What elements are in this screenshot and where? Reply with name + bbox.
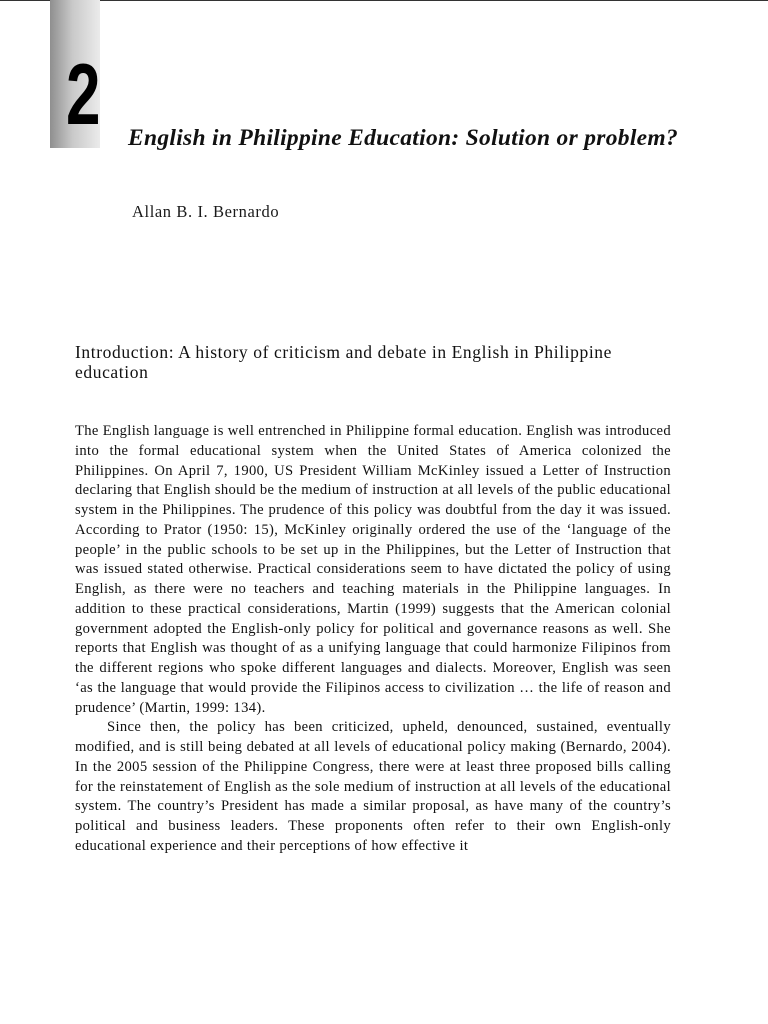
paragraph: Since then, the policy has been criticized, upheld, denounced, sustained, eventually modified, and is still being debated at all levels of educational policy making (Bernardo, 2004). In the 2005 session of the Philippine Congress, there were at least three proposed bills calling for the reinstatement of English as the sole medium of instruction at all levels of the educational system. The country’s President has made a similar proposal, as have many of the country’s political and business leaders. These proponents often refer to their own English-only educational experience and their perceptions of how effective it [75, 719, 671, 854]
chapter-title: English in Philippine Education: Solution or problem? [128, 125, 679, 151]
chapter-number: 2 [66, 47, 100, 143]
paragraph: The English language is well entrenched in Philippine formal education. English was introduced into the formal educational system when the United States of America colonized the Philippines. On April 7, 1900, US President William McKinley issued a Letter of Instruction declaring that English should be the medium of instruction at all levels of the public educational system in the Philippines. The prudence of this policy was doubtful from the day it was issued. According to Prator (1950: 15), McKinley originally ordered the use of the ‘language of the people’ in the public schools to be set up in the Philippines, but the Letter of Instruction that was issued stated otherwise. Practical considerations seem to have dictated the policy of using English, as there were no teachers and teaching materials in the Philippine languages. In addition to these practical considerations, Martin (1999) suggests that the American colonial government adopted the English-only policy for political and governance reasons as well. She reports that English was thought of as a unifying language that could harmonize Filipinos from the different regions who spoke different languages and dialects. Moreover, English was seen ‘as the language that would provide the Filipinos access to civilization … the life of reason and prudence’ (Martin, 1999: 134). [75, 423, 671, 716]
section-heading: Introduction: A history of criticism and debate in English in Philippine education [75, 342, 613, 382]
body-text [75, 422, 671, 857]
top-rule [0, 0, 768, 1]
chapter-author: Allan B. I. Bernardo [132, 202, 280, 221]
